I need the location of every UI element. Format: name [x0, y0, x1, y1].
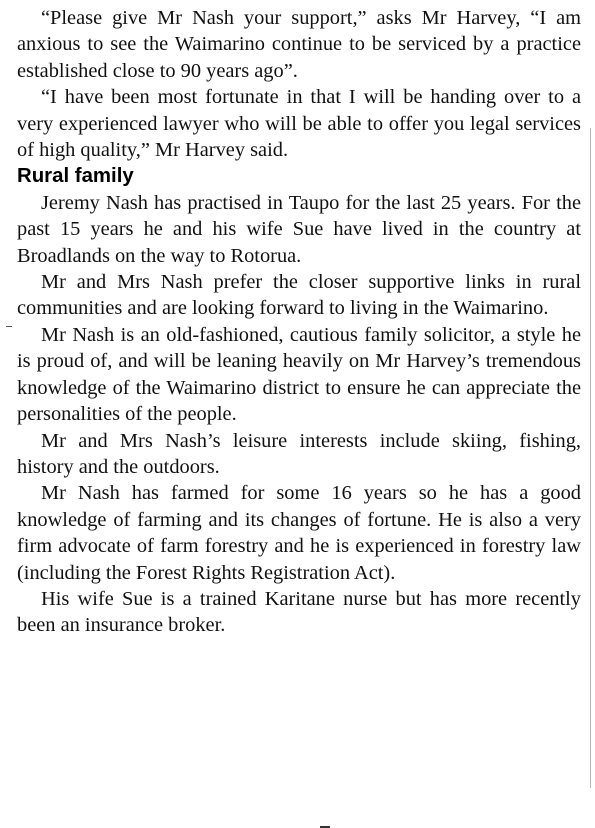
paragraph-rural-links: Mr and Mrs Nash prefer the closer supportive links in rural communities and are looking forward to living in the Waimarino. [17, 271, 581, 320]
paragraph-taupo-practice: Jeremy Nash has practised in Taupo for the last 25 years. For the past 15 years he and his wife Sue have lived in the country at Broadlands on the way to Rotorua. [17, 191, 581, 267]
paragraph-wife-sue: His wife Sue is a trained Karitane nurse but has more recently been an insurance broker. [17, 587, 581, 637]
paragraph-harvey-support: “Please give Mr Nash your support,” asks Mr Harvey, “I am anxious to see the Waimarino continue to be serviced by a practice established close to 90 years ago”. [17, 7, 581, 82]
paragraph-leisure-interests: Mr and Mrs Nash’s leisure interests include skiing, fishing, history and the outdoors. [17, 429, 581, 478]
paragraph-harvey-handover: “I have been most fortunate in that I will be handing over to a very experienced lawyer who will be able to offer you legal services of high quality,” Mr Harvey said. [17, 86, 581, 162]
paragraph-family-solicitor: Mr Nash is an old-fashioned, cautious family solicitor, a style he is proud of, and will be leaning heavily on Mr Harvey’s tremendous knowledge of the Waimarino district to ensure he can appreciate the personalities of the people. [17, 323, 581, 426]
column-rule [590, 128, 591, 788]
scan-mark-left [6, 326, 12, 327]
subheading-rural-family: Rural family [17, 165, 134, 188]
article-column [17, 5, 581, 639]
paragraph-farming-forestry: Mr Nash has farmed for some 16 years so he has a good knowledge of farming and its changes of fortune. He is also a very firm advocate of farm forestry and he is experienced in forestry law (including the Forest Rights Registration Act). [17, 482, 581, 584]
